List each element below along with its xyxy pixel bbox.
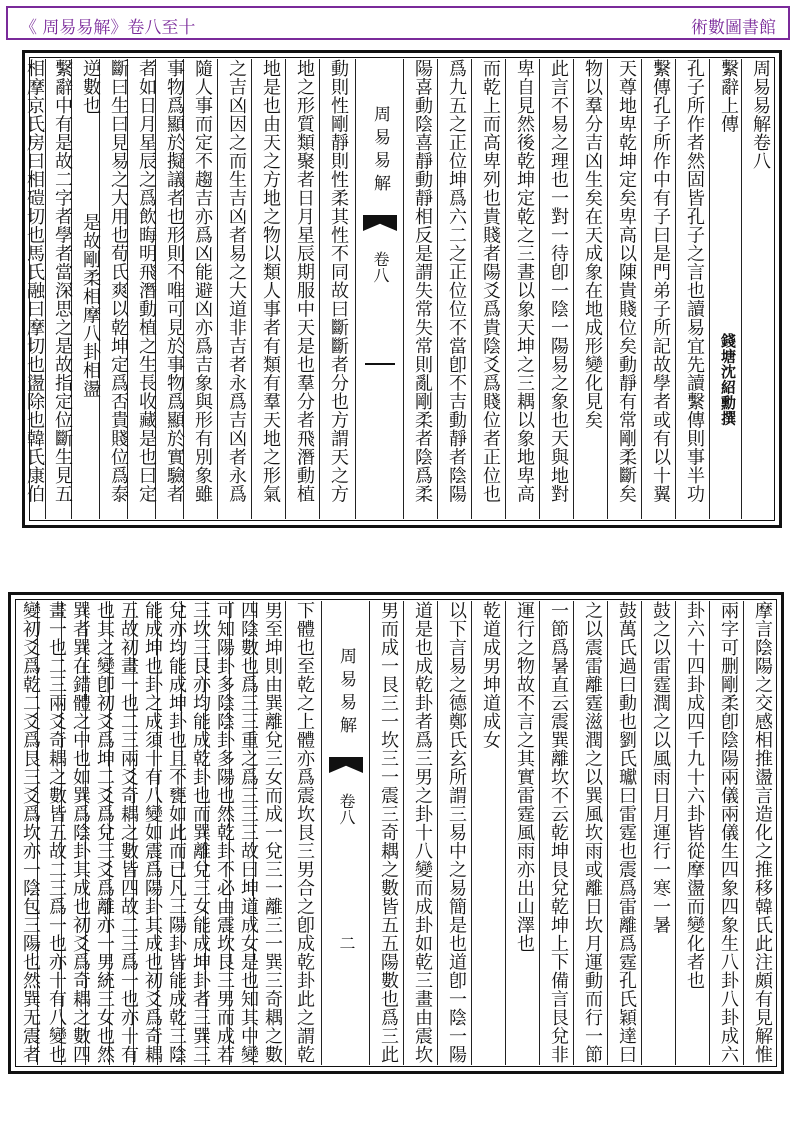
fold-title: 周易易解 — [336, 647, 356, 739]
text-column: 逆數也 — [80, 59, 101, 115]
column-rule — [403, 601, 404, 1065]
column-rule — [217, 59, 218, 519]
text-column: 兩字可删剛柔卽陰陽兩儀兩儀生四象四象生八卦八卦成六 — [718, 601, 739, 1064]
fold-volume: 卷八 — [371, 251, 390, 283]
column-rule — [471, 601, 472, 1065]
column-rule — [437, 59, 438, 519]
text-column: 乾道成男坤道成女 — [480, 601, 501, 749]
fold-volume: 卷八 — [337, 793, 356, 825]
text-column: 天尊地卑乾坤定矣卑高以陳貴賤位矣動靜有常剛柔斷矣 — [616, 59, 637, 503]
column-rule — [607, 59, 608, 519]
fishtail-mark — [329, 757, 363, 773]
top-author: 錢塘沈紹勳撰 — [719, 333, 737, 426]
text-column: 男而成一艮三一坎三一震三奇耦之數皆五五陽數也爲三此 — [378, 601, 399, 1064]
text-column: 爲九五之正位坤爲六二之正位位不當卽不吉動靜者陰陽 — [446, 59, 467, 503]
top-book-title: 周易易解卷八 — [750, 59, 771, 170]
text-column: 一節爲暑直云震巽離坎不云乾坤艮兌乾坤上下備言艮兌非 — [548, 601, 569, 1064]
text-column: 鼓之以雷霆潤之以風雨日月運行一寒一暑 — [650, 601, 671, 934]
fold-rule — [321, 601, 322, 1065]
text-column: 兌亦均能成坤卦也且不甕如此而已凡三陽卦皆能成乾三陰 — [166, 601, 187, 1064]
text-column: 男至坤則由巽離兌三女而成一兌三一離三一巽三奇耦之數 — [262, 601, 283, 1064]
text-column: 下體也至乾之上體亦爲震坎艮三男合之卽成乾卦此之謂乾 — [294, 601, 315, 1064]
text-column: 道是也成乾卦者爲三男之卦十八變而成卦如乾三畫由震坎 — [412, 601, 433, 1064]
text-column: 相摩京氏房曰相磑切也馬氏融曰摩切也盪除也韓氏康伯 — [24, 59, 45, 503]
text-column: 也其之變卽初爻爲坤二爻爲兌三爻爲離亦一男統三女也然 — [94, 601, 115, 1064]
text-column: 摩言陰陽之交感相推盪言造化之推移韓氏此注頗有見解惟 — [752, 601, 773, 1064]
top-section-title: 繫辭上傳 — [718, 59, 739, 133]
column-rule — [285, 59, 286, 519]
text-column: 物以羣分吉凶生矣在天成象在地成形變化見矣 — [582, 59, 603, 429]
text-column: 隨人事而定不趨吉亦爲凶能避凶亦爲吉象與形有別象雖 — [192, 59, 213, 503]
column-rule — [319, 59, 320, 519]
text-column: 繫傳孔子所作中有子曰是門弟子所記故學者或有以十翼 — [650, 59, 671, 503]
column-rule — [641, 59, 642, 519]
column-rule — [743, 601, 744, 1065]
text-column: 是故剛柔相摩八卦相盪 — [80, 213, 101, 398]
column-rule — [471, 59, 472, 519]
text-column: 者如日月星辰之爲飲晦明飛潛動植之生長收藏是也曰定 — [136, 59, 157, 503]
text-column: 地是也由天之方地之物以類人事者有類有羣天地之形氣 — [260, 59, 281, 503]
fold-rule — [355, 59, 356, 519]
column-rule — [641, 601, 642, 1065]
column-rule — [709, 59, 710, 519]
text-column: 四陰數也爲三三重之爲三三三故曰坤道成女是也知其中變 — [238, 601, 259, 1064]
text-column: 變初爻爲乾二爻爲艮三爻爲坎亦一陰包三陽也然巽无震者 — [20, 601, 41, 1064]
column-rule — [573, 59, 574, 519]
text-column: 卑自見然後乾坤定乾之三晝以象天坤之三耦以象地卑高 — [514, 59, 535, 503]
column-rule — [539, 59, 540, 519]
column-rule — [709, 601, 710, 1065]
column-rule — [285, 601, 286, 1065]
text-column: 鼓萬氏過曰動也劉氏瓛曰雷霆也震爲雷離爲霆孔氏穎達曰 — [616, 601, 637, 1064]
text-column: 巽者巽在錯體之中也如巽爲陰卦其成也初爻爲奇耦之數四 — [70, 601, 91, 1064]
text-column: 以下言易之德鄭氏玄所謂三易中之易簡是也道卽一陰一陽 — [446, 601, 467, 1064]
column-rule — [607, 601, 608, 1065]
text-column: 事物爲顯於擬議者也形則不唯可見於事物爲顯於實驗者 — [164, 59, 185, 503]
column-rule — [675, 601, 676, 1065]
bottom-fold-band — [323, 605, 369, 1061]
top-page-scan — [22, 50, 782, 528]
fold-tick — [365, 363, 395, 365]
column-rule — [675, 59, 676, 519]
text-column: 斷曰生曰見易之大用也荀氏爽以乾坤定爲否貴賤位爲泰 — [108, 59, 129, 503]
header-bar — [6, 6, 790, 40]
column-rule — [505, 59, 506, 519]
text-column: 此言不易之理也一對一待卽一陰一陽易之象也天與地對 — [548, 59, 569, 503]
column-rule — [437, 601, 438, 1065]
text-column: 之以震雷離霆滋潤之以巽風坎雨或離日坎月運動而行一節 — [582, 601, 603, 1064]
column-rule — [251, 59, 252, 519]
text-column: 而乾上而高卑列也貴賤者陽爻爲貴陰爻爲賤位者正位也 — [480, 59, 501, 503]
text-column: 繫辭中有是故二字者學者當深思之是故指定位斷生見五 — [52, 59, 73, 503]
column-rule — [741, 59, 742, 519]
text-column: 能成坤也卦之成須十有八變如震爲陽卦其成也初爻爲奇耦 — [142, 601, 163, 1064]
fold-rule — [403, 59, 404, 519]
fold-rule — [369, 601, 370, 1065]
text-column: 可知陽卦多陰陰卦多陽也然乾卦不必由震坎艮三男而成若 — [214, 601, 235, 1064]
book-title-header: 《 周易易解》卷八至十 — [20, 18, 196, 38]
text-column: 五故初畫一也二三兩爻奇耦之數皆四故二三爲一也亦十有 — [118, 601, 139, 1064]
text-column: 之吉凶因之而生吉凶者易之大道非吉者永爲吉凶者永爲 — [226, 59, 247, 503]
text-column: 地之形質類聚者日月星辰期服中天是也羣分者飛潛動植 — [294, 59, 315, 503]
column-rule — [505, 601, 506, 1065]
fold-title: 周易易解 — [370, 105, 390, 197]
text-column: 畫一也二三兩爻奇耦之數皆五故二三爲一也亦十有八變也 — [46, 601, 67, 1064]
bottom-page-scan — [8, 592, 784, 1074]
text-column: 動則性剛靜則性柔其性不同故曰斷斷者分也方謂天之方 — [328, 59, 349, 503]
text-column: 陽喜動陰喜靜動靜相反是謂失常失常則亂剛柔者陰爲柔 — [412, 59, 433, 503]
text-column: 孔子所作者然固皆孔子之言也讀易宜先讀繫傳則事半功 — [684, 59, 705, 503]
library-name: 術數圖書館 — [691, 18, 776, 38]
text-column: 運行之物故不言之其實雷霆風雨亦出山澤也 — [514, 601, 535, 953]
column-rule — [539, 601, 540, 1065]
fishtail-mark — [363, 215, 397, 231]
text-column: 三坎三艮亦均能成乾卦也而巽離兌三女能成坤卦者三巽三 — [190, 601, 211, 1064]
top-fold-band — [357, 63, 403, 515]
fold-page-number: 二 — [337, 935, 356, 951]
text-column: 卦六十四卦成四千九十六卦皆從摩盪而變化者也 — [684, 601, 705, 990]
column-rule — [573, 601, 574, 1065]
